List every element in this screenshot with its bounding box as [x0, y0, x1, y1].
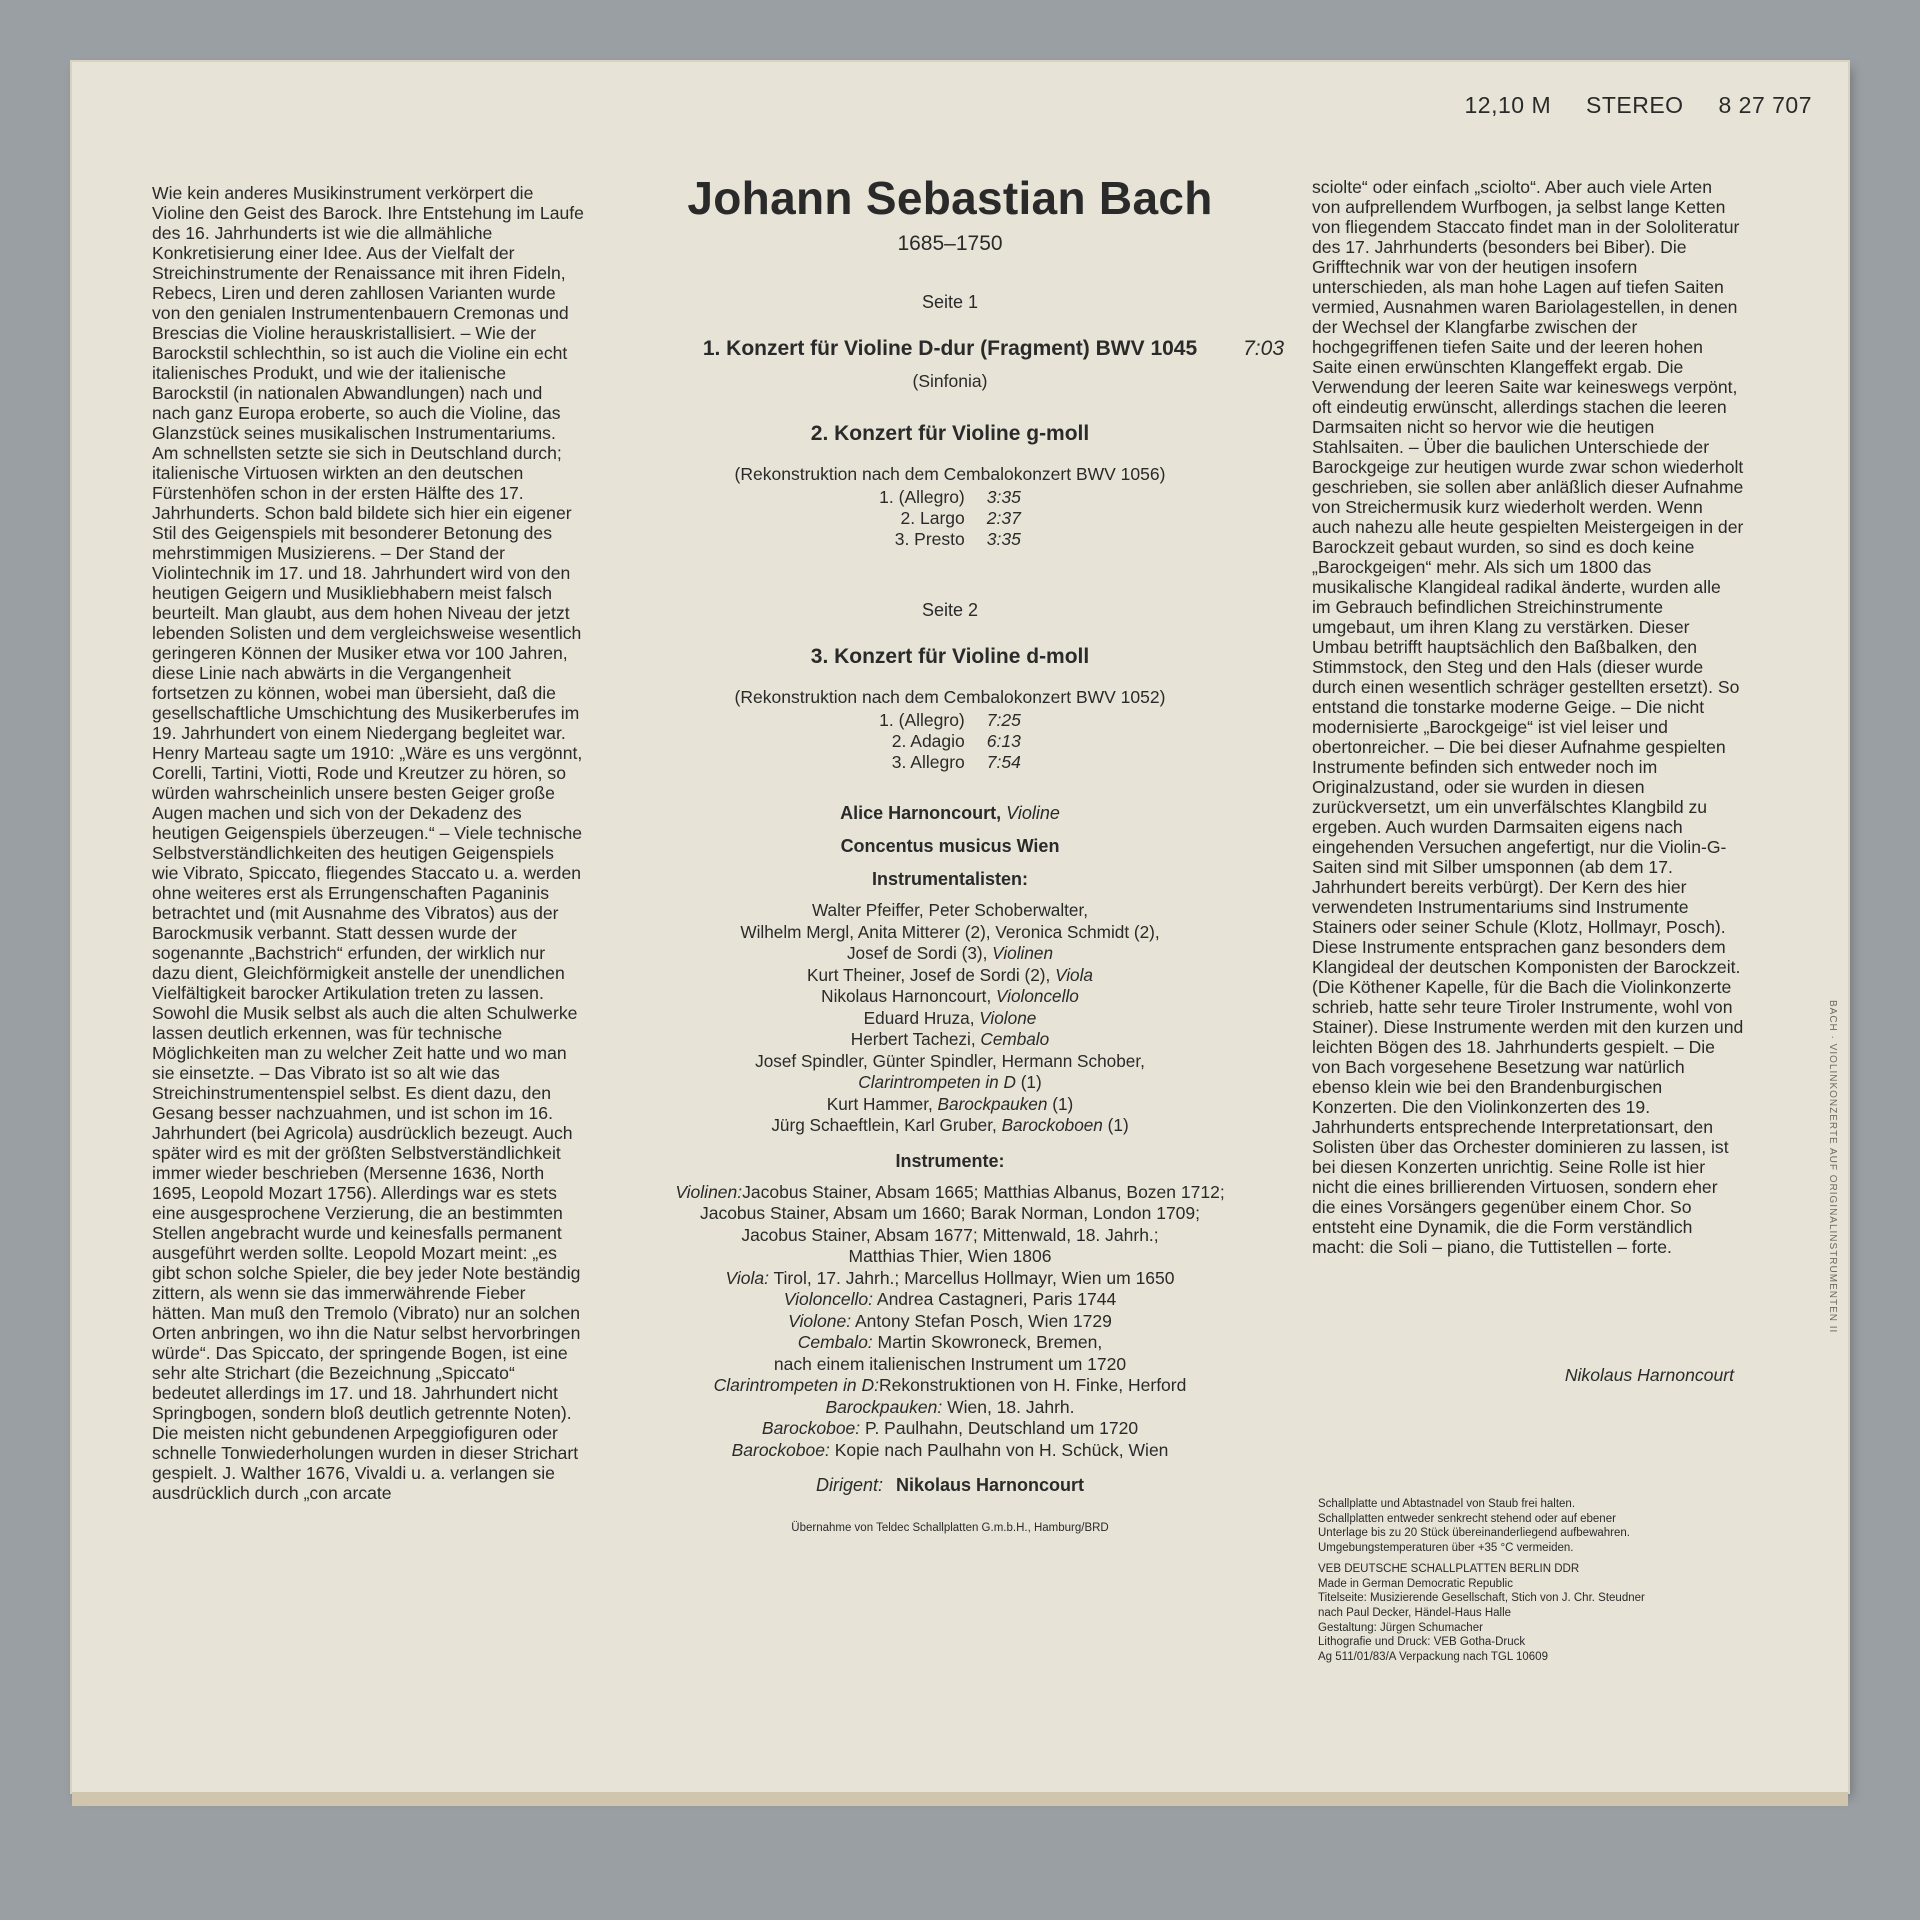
movement-row [875, 487, 1025, 508]
instrumentalist-line [620, 1094, 1280, 1116]
instrument-line [620, 1397, 1280, 1419]
movement-row [875, 529, 1025, 550]
track-listing [620, 172, 1284, 1534]
credit-line: nach Paul Decker, Händel-Haus Halle [1318, 1606, 1512, 1619]
credit-line: Lithografie und Druck: VEB Gotha-Druck [1318, 1636, 1526, 1649]
movement-time: 6:13 [986, 731, 1021, 751]
movement-time: 2:37 [986, 508, 1021, 528]
conductor-label: Dirigent: [815, 1475, 883, 1495]
instrument-line [620, 1203, 1280, 1225]
essay-column-right [1312, 177, 1744, 1257]
instrumentalist-line [620, 900, 1280, 922]
instrument-text: nach einem italienischen Instrument um 1720 [773, 1353, 1127, 1374]
work-2-title: 2. Konzert für Violine g-moll [810, 422, 1090, 445]
instrumentalist-names: Josef de Sordi (3), [846, 943, 988, 963]
instrument-line [620, 1311, 1280, 1333]
instrument-line [620, 1354, 1280, 1376]
instrumentalist-names: Eduard Hruza, [863, 1007, 975, 1028]
instrument-label: Violoncello: [783, 1289, 873, 1309]
instrument-text: P. Paulhahn, Deutschland um 1720 [865, 1418, 1139, 1438]
catalog-header [1437, 92, 1813, 119]
instrumentalist-names: Wilhelm Mergl, Anita Mitterer (2), Veronica Schmidt (2), [740, 921, 1160, 942]
essay-author: Nikolaus Harnoncourt [1564, 1365, 1734, 1385]
instrumentalist-line [620, 1115, 1280, 1137]
catalog-number: 8 27 707 [1718, 92, 1812, 118]
movement-name: 3. Allegro [891, 752, 965, 772]
soloist-name: Alice Harnoncourt, [840, 803, 1002, 823]
instrumentalist-count: (1) [1020, 1072, 1042, 1092]
movement-time: 7:25 [986, 710, 1021, 730]
movement-time: 7:54 [986, 752, 1021, 772]
instrumentalist-instrument: Viola [1055, 964, 1093, 985]
instrumentalist-names: Herbert Tachezi, [850, 1029, 976, 1049]
instrument-text: Martin Skowroneck, Bremen, [877, 1332, 1103, 1352]
instrument-text: Matthias Thier, Wien 1806 [848, 1246, 1052, 1266]
instrument-line [620, 1225, 1280, 1247]
spine-text: BACH · VIOLINKONZERTE AUF ORIGINALINSTRUMENTEN II [1827, 1000, 1838, 1334]
instrument-text: Tirol, 17. Jahrh.; Marcellus Hollmayr, Wien um 1650 [773, 1267, 1175, 1288]
work-1-duration: 7:03 [1243, 337, 1284, 360]
fineprint [1318, 1497, 1758, 1665]
credit-line: Titelseite: Musizierende Gesellschaft, Stich von J. Chr. Steudner [1318, 1592, 1645, 1605]
movement-time: 3:35 [986, 487, 1021, 507]
instrumentalist-instrument: Cembalo [980, 1029, 1050, 1049]
conductor-name: Nikolaus Harnoncourt [896, 1475, 1085, 1495]
instrument-label: Barockoboe: [761, 1418, 861, 1438]
instrumentalist-instrument: Violone [979, 1007, 1037, 1028]
movement-row [875, 508, 1025, 529]
ensemble-name: Concentus musicus Wien [840, 836, 1060, 856]
instrumentalist-names: Walter Pfeiffer, Peter Schoberwalter, [811, 900, 1089, 920]
conductor [620, 1475, 1280, 1496]
soloist-instrument: Violine [1006, 803, 1060, 823]
credit-line: Gestaltung: Jürgen Schumacher [1318, 1621, 1483, 1634]
instrument-text: Kopie nach Paulhahn von H. Schück, Wien [834, 1439, 1169, 1460]
license-note: Übernahme von Teldec Schallplatten G.m.b.H., Hamburg/BRD [791, 1522, 1109, 1534]
instrument-line [620, 1375, 1280, 1397]
instrument-line [620, 1418, 1280, 1440]
instrumentalist-line [620, 1072, 1280, 1094]
instrument-text: Antony Stefan Posch, Wien 1729 [855, 1310, 1112, 1331]
movement-row [875, 731, 1025, 752]
instrumentalist-names: Kurt Hammer, [826, 1093, 933, 1114]
instrument-text: Rekonstruktionen von H. Finke, Herford [878, 1375, 1187, 1395]
movement-name: 2. Largo [900, 508, 965, 528]
instrumentalist-line [620, 922, 1280, 944]
work-3-movements [875, 710, 1025, 773]
price: 12,10 M [1464, 92, 1552, 118]
instrument-text: Jacobus Stainer, Absam 1677; Mittenwald, 18. Jahrh.; [741, 1224, 1159, 1245]
side-1-label: Seite 1 [921, 292, 979, 312]
essay-column-left [152, 183, 584, 1503]
movement-name: 1. (Allegro) [879, 710, 965, 730]
instrument-line [620, 1246, 1280, 1268]
side-2-label: Seite 2 [921, 600, 979, 620]
work-2-movements [875, 487, 1025, 550]
instrumentalist-line [620, 943, 1280, 965]
movement-name: 3. Presto [894, 529, 965, 549]
essay-text-left: Wie kein anderes Musikinstrument verkörpert die Violine den Geist des Barock. Ihre Entstehung im Laufe des 16. Jahrhunderts ist wie die allmähliche Konkretisierung einer Idee. Aus der Vielfalt der Streichinstrumente der Renaissance mit ihren Fideln, Rebecs, Liren und deren zahllosen Varianten wurde von den genialen Instrumentenbauern Cremonas und Brescias die Violine herauskristallisiert. – Wie der Barockstil schlechthin, so ist auch die Violine ein echt italienisches Produkt, und wie der italienische Barockstil (in nationalen Abwandlungen) nach und nach ganz Europa eroberte, so auch die Violine, das Glanzstück seines musikalischen Instrumentariums. Am schnellsten setzte sie sich in Deutschland durch; italienische Virtuosen wirkten an den deutschen Fürstenhöfen schon in der ersten Hälfte des 17. Jahrhunderts. Schon bald bildete sich hier ein eigener Stil des Geigenspiels mit besonderer Betonung des mehrstimmigen Musizierens. – Der Stand der Violintechnik im 17. und 18. Jahrhundert wird von den heutigen Geigern und Musikliebhabern meist falsch beurteilt. Man glaubt, aus dem hohen Niveau der jetzt lebenden Solisten und dem vergleichsweise wesentlich geringeren Können der Musiker etwa vor 100 Jahren, diese Linie nach abwärts in die Vergangenheit fortsetzen zu können, wobei man übersieht, daß die gesellschaftliche Umschichtung des Musikerberufes im 19. Jahrhundert von einem Niedergang begleitet war. Henry Marteau sagte um 1910: „Wäre es uns vergönnt, Corelli, Tartini, Viotti, Rode und Kreutzer zu hören, so würden wahrscheinlich unsere besten Geiger große Augen machen und sich von der Dekadenz des heutigen Geigenspiels überzeugen.“ – Viele technische Selbstverständlichkeiten des heutigen Geigenspiels wie Vibrato, Spiccato, fliegendes Staccato u. a. werden ohne weiteres erst als Errungenschaften Paganinis betrachtet und (mit Ausnahme des Vibratos) aus der Barockmusik verbannt. Statt dessen wurde der sogenannte „Bachstrich“ erfunden, der wirklich nur dazu dient, Gleichförmigkeit anstelle der unendlichen Vielfältigkeit barocker Artikulation treten zu lassen. Sowohl die Musik selbst als auch die alten Schulwerke lassen deutlich erkennen, was für technische Möglichkeiten man zu welcher Zeit hatte und wo man sie einsetzte. – Das Vibrato ist so alt wie das Streichinstrumentenspiel selbst. Es dient dazu, den Gesang besser nachzuahmen, und ist schon im 16. Jahrhundert (bei Agricola) ausdrücklich bezeugt. Auch später wird es mit der größten Selbstverständlichkeit immer wieder beschrieben (Mersenne 1636, North 1695, Leopold Mozart 1756). Allerdings war es stets eine ausgesprochene Verzierung, die an bestimmten Stellen angebracht wurde und keinesfalls permanent ausgeführt werden sollte. Leopold Mozart meint: „es gibt schon solche Spieler, die bey jeder Note beständig zittern, als wenn sie das immerwährende Fieber hätten. Man muß den Tremolo (Vibrato) nur an solchen Orten anbringen, wo ihn die Natur selbst hervorbringen würde“. Das Spiccato, der springende Bogen, ist eine sehr alte Strichart (die Bezeichnung „Spiccato“ bedeutet allerdings im 17. und 18. Jahrhundert nicht Springbogen, sondern bloß deutlich getrennte Noten). Die meisten nicht gebundenen Arpeggiofiguren oder schnelle Tonwiederholungen wurden in dieser Strichart gespielt. J. Walther 1676, Vivaldi u. a. verlangen sie ausdrücklich durch „con arcate [152, 183, 584, 1503]
sleeve-edge [72, 1792, 1848, 1806]
soloist [620, 803, 1280, 824]
instrument-text: Wien, 18. Jahrh. [947, 1396, 1075, 1417]
instrument-line [620, 1182, 1280, 1204]
movement-name: 1. (Allegro) [879, 487, 965, 507]
instrument-line [620, 1289, 1280, 1311]
credits [1318, 1562, 1758, 1665]
work-3-title: 3. Konzert für Violine d-moll [810, 645, 1090, 668]
instrument-label: Violone: [788, 1310, 852, 1331]
instrument-label: Barockoboe: [731, 1439, 830, 1460]
instrument-line [620, 1332, 1280, 1354]
instrument-text: Jacobus Stainer, Absam um 1660; Barak Norman, London 1709; [699, 1203, 1201, 1223]
care-line: Schallplatten entweder senkrecht stehend oder auf ebener [1318, 1512, 1616, 1525]
care-line: Umgebungstemperaturen über +35 °C vermeiden. [1318, 1542, 1574, 1555]
work-1-title [620, 337, 1284, 361]
instrumentalists-heading: Instrumentalisten: [871, 869, 1029, 889]
care-line: Schallplatte und Abtastnadel von Staub frei halten. [1318, 1498, 1576, 1510]
instrument-text: Jacobus Stainer, Absam 1665; Matthias Albanus, Bozen 1712; [742, 1181, 1225, 1202]
movement-name: 2. Adagio [891, 731, 965, 751]
instrument-line [620, 1268, 1280, 1290]
composer-name: Johann Sebastian Bach [687, 172, 1213, 224]
instrumentalist-names: Josef Spindler, Günter Spindler, Hermann Schober, [755, 1050, 1145, 1071]
work-1-subtitle: (Sinfonia) [912, 371, 988, 391]
care-instructions [1318, 1497, 1758, 1556]
instrument-label: Viola: [725, 1267, 769, 1288]
instrument-label: Barockpauken: [825, 1396, 943, 1417]
instrumentalist-names: Jürg Schaeftlein, Karl Gruber, [771, 1115, 997, 1135]
instrumentalist-line [620, 986, 1280, 1008]
composer-years: 1685–1750 [897, 232, 1003, 255]
instrumentalist-line [620, 1008, 1280, 1030]
instrumentalist-instrument: Violinen [992, 943, 1054, 963]
instrumentalist-count: (1) [1052, 1093, 1074, 1114]
instruments-list [620, 1182, 1280, 1462]
care-line: Unterlage bis zu 20 Stück übereinanderliegend aufbewahren. [1318, 1527, 1630, 1540]
instrumentalist-count: (1) [1107, 1115, 1129, 1135]
movement-row [875, 752, 1025, 773]
instrument-label: Violinen: [675, 1181, 743, 1202]
credit-line: Made in German Democratic Republic [1318, 1577, 1513, 1590]
instrumentalist-instrument: Violoncello [996, 986, 1079, 1006]
credit-line: VEB DEUTSCHE SCHALLPLATTEN BERLIN DDR [1318, 1562, 1580, 1575]
instrumentalist-names: Nikolaus Harnoncourt, [821, 986, 992, 1006]
instruments-heading: Instrumente: [895, 1150, 1005, 1171]
instrumentalists-list [620, 900, 1280, 1137]
instrument-text: Andrea Castagneri, Paris 1744 [876, 1289, 1117, 1309]
stereo-label: STEREO [1586, 92, 1684, 118]
instrumentalist-instrument: Barockoboen [1001, 1115, 1103, 1135]
instrument-label: Clarintrompeten in D: [713, 1375, 879, 1395]
instrument-label: Cembalo: [797, 1332, 873, 1352]
instrumentalist-line [620, 965, 1280, 987]
instrumentalist-names: Kurt Theiner, Josef de Sordi (2), [807, 964, 1051, 985]
work-3-subtitle: (Rekonstruktion nach dem Cembalokonzert BWV 1052) [734, 687, 1166, 707]
instrumentalist-instrument: Barockpauken [937, 1093, 1048, 1114]
instrumentalist-line [620, 1051, 1280, 1073]
instrumentalist-line [620, 1029, 1280, 1051]
credit-line: Ag 511/01/83/A Verpackung nach TGL 10609 [1318, 1651, 1548, 1664]
work-1-name: 1. Konzert für Violine D-dur (Fragment) BWV 1045 [702, 337, 1198, 360]
essay-text-right: sciolte“ oder einfach „sciolto“. Aber auch viele Arten von aufprellendem Wurfbogen, ja selbst lange Ketten von fliegendem Staccato findet man in der Sololiteratur des 17. Jahrhunderts (besonders bei Biber). Die Grifftechnik war von der heutigen insofern unterschieden, als man hohe Lagen auf tiefen Saiten vermied, Ausnahmen waren Bariolagestellen, in denen der Wechsel der Klangfarbe zwischen der hochgegriffenen tiefen Saite und der leeren hohen Saite einen erwünschten Klangeffekt ergab. Die Verwendung der leeren Saite war keineswegs verpönt, oft eindeutig erwünscht, allerdings stachen die leeren Darmsaiten nicht so hervor wie die heutigen Stahlsaiten. – Über die baulichen Unterschiede der Barockgeige zur heutigen wurde zwar schon wiederholt geschrieben, sie sollen aber anläßlich dieser Aufnahme von Streichermusik kurz wiederholt werden. Wenn auch nahezu alle heute gespielten Meistergeigen in der Barockzeit gebaut wurden, so sind es doch keine „Barockgeigen“ mehr. Als sich um 1800 das musikalische Klangideal radikal änderte, wurden alle im Gebrauch befindlichen Streichinstrumente umgebaut, um ihren Klang zu verstärken. Dieser Umbau betrifft hauptsächlich den Baßbalken, den Stimmstock, den Steg und den Hals (dieser wurde durch einen wesentlich schräger gestellten ersetzt). So entstand die tonstarke moderne Geige. – Die nicht modernisierte „Barockgeige“ ist viel leiser und obertonreicher. – Die bei dieser Aufnahme gespielten Instrumente befinden sich entweder noch im Originalzustand, oder sie wurden in diesen zurückversetzt, um ein unverfälschtes Klangbild zu ergeben. Auch wurden Darmsaiten eigens nach eingehenden Versuchen angefertigt, nur die Violin-G-Saiten sind mit Silber umsponnen (ab dem 17. Jahrhundert bereits verbürgt). Der Kern des hier verwendeten Instrumentariums sind Instrumente Stainers oder seiner Schule (Klotz, Hollmayr, Posch). Diese Instrumente entsprachen ganz besonders dem Klangideal der deutschen Komponisten der Barockzeit. (Die Köthener Kapelle, für die Bach die Violinkonzerte schrieb, hatte sehr teure Tiroler Instrumente, wohl von Stainer). Diese Instrumente werden mit den kurzen und leichten Bögen des 18. Jahrhunderts gespielt. – Die von Bach vorgesehene Besetzung war natürlich ebenso klein wie bei den Brandenburgischen Konzerten. Die den Violinkonzerten des 19. Jahrhunderts entsprechende Interpretationsart, den Solisten über das Orchester dominieren zu lassen, ist bei diesen Konzerten unrichtig. Seine Rolle ist hier nicht die eines brillierenden Virtuosen, sondern eher die eines Vorsängers gegenüber einem Chor. So entsteht eine Dynamik, die die Form verständlich macht: die Soli – piano, die Tuttistellen – forte. [1312, 177, 1744, 1257]
instrument-line [620, 1440, 1280, 1462]
movement-row [875, 710, 1025, 731]
work-2-subtitle: (Rekonstruktion nach dem Cembalokonzert BWV 1056) [734, 464, 1166, 484]
instrumentalist-instrument: Clarintrompeten in D [858, 1072, 1016, 1092]
movement-time: 3:35 [986, 529, 1021, 549]
